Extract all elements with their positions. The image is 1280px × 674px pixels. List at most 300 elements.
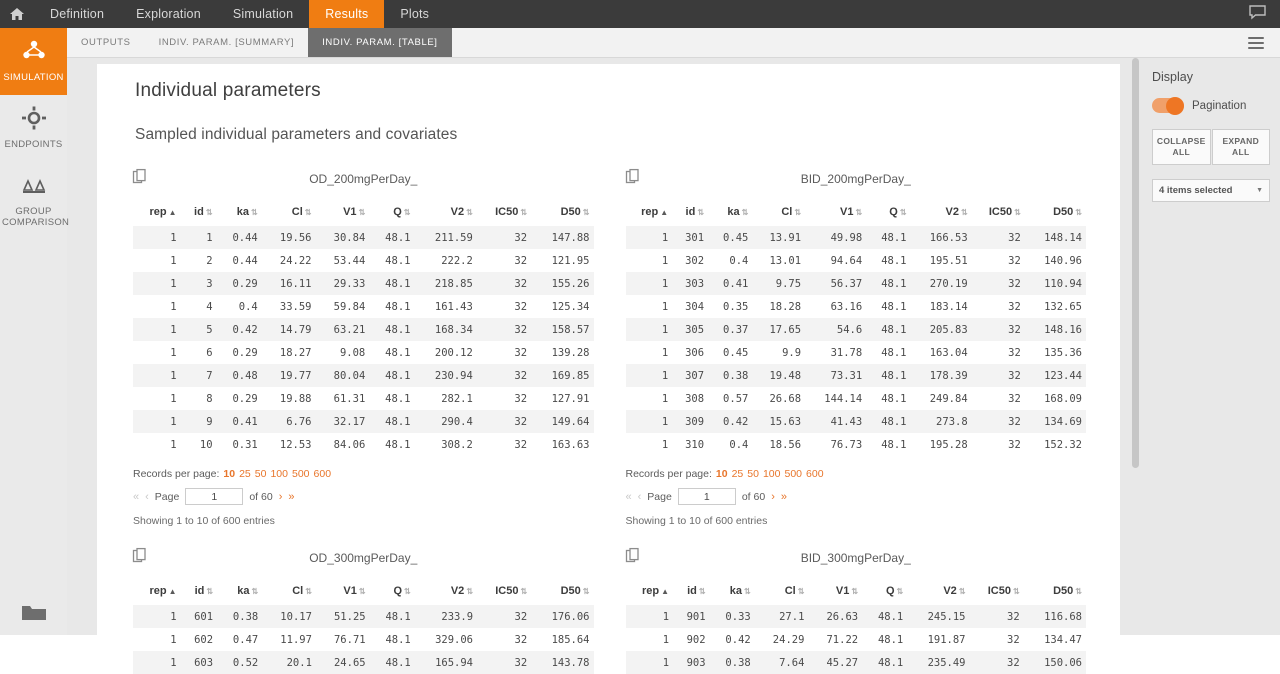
collapse-all-button[interactable]: COLLAPSE ALL [1152, 129, 1211, 165]
table-cell: 222.2 [441, 254, 473, 267]
display-panel-title: Display [1152, 70, 1193, 84]
last-page-button[interactable]: » [780, 490, 787, 503]
col-ic50[interactable]: IC50 ⇅ [987, 585, 1020, 597]
folder-button[interactable] [0, 602, 67, 627]
collapse-expand-buttons [1152, 129, 1270, 165]
table-head [626, 581, 1087, 605]
table-cell: 24.65 [333, 656, 366, 669]
table-cell: 24.22 [279, 254, 312, 267]
table-cell: 32 [514, 633, 528, 646]
sidebar-item-endpoints-label: ENDPOINTS [4, 139, 63, 150]
table-row [626, 318, 1087, 341]
table-cell: 304 [685, 300, 705, 313]
table-cell: 178.39 [929, 369, 968, 382]
table-row [133, 272, 594, 295]
table-cell: 163.04 [929, 346, 968, 359]
table-row [133, 628, 594, 651]
col-v2[interactable]: V2 ⇅ [943, 585, 966, 597]
sidebar-item-endpoints[interactable] [0, 95, 67, 162]
col-rep[interactable]: rep ▲ [641, 585, 670, 597]
table-head [133, 202, 594, 226]
sidebar-item-simulation[interactable] [0, 28, 67, 95]
table-cell: 0.48 [232, 369, 258, 382]
table-cell: 1 [170, 438, 177, 451]
table-cell: 80.04 [333, 369, 366, 382]
col-v1[interactable]: V1 ⇅ [343, 585, 366, 597]
table-cell: 1 [170, 633, 177, 646]
table-cell: 148.14 [1044, 231, 1082, 244]
table-cell: 48.1 [881, 231, 907, 244]
table-cell: 0.38 [725, 656, 751, 669]
items-selected-dropdown[interactable] [1152, 179, 1270, 202]
table-cell: 31.78 [830, 346, 863, 359]
col-id[interactable]: id ⇅ [685, 206, 705, 218]
table-cell: 10.17 [280, 610, 312, 623]
table-cell: 32 [1008, 300, 1021, 313]
table-cell: 48.1 [385, 254, 411, 267]
table-cell: 32 [514, 415, 528, 428]
table-cell: 200.12 [434, 346, 473, 359]
table-cell: 233.9 [441, 610, 474, 623]
table-cell: 32 [1008, 254, 1021, 267]
table-cell: 245.15 [927, 610, 966, 623]
table-cell: 48.1 [877, 610, 904, 623]
table-cell: 3 [206, 277, 213, 290]
table-cell: 235.49 [927, 656, 966, 669]
table-cell: 71.22 [826, 633, 859, 646]
table-row [626, 410, 1087, 433]
table-cell: 0.45 [723, 231, 749, 244]
table-cell: 183.14 [929, 300, 968, 313]
table-header-cells [626, 202, 1087, 226]
table-cell: 59.84 [333, 300, 366, 313]
table-row [626, 341, 1087, 364]
col-id[interactable]: id ⇅ [687, 585, 706, 597]
col-cl[interactable]: Cl ⇅ [291, 206, 312, 218]
table-cell: 1 [170, 300, 177, 313]
page-size-600[interactable]: 600 [313, 468, 332, 480]
col-v2[interactable]: V2 ⇅ [450, 206, 473, 218]
table-cell: 310 [685, 438, 705, 451]
table-cell: 26.68 [769, 392, 802, 405]
table-cell: 290.4 [441, 415, 473, 428]
col-v1[interactable]: V1 ⇅ [840, 206, 863, 218]
table-cell: 0.31 [232, 438, 258, 451]
table-cell: 601 [194, 610, 214, 623]
col-v1[interactable]: V1 ⇅ [835, 585, 859, 597]
table-cell: 48.1 [881, 438, 907, 451]
copy-icon[interactable] [626, 548, 640, 569]
page-input[interactable] [185, 488, 243, 505]
table-cell: 19.77 [279, 369, 312, 382]
table-cell: 32 [1007, 610, 1020, 623]
table-cell: 48.1 [385, 300, 411, 313]
table-cell: 9 [206, 415, 213, 428]
page-title: Individual parameters [135, 80, 321, 101]
next-page-button[interactable]: › [278, 490, 283, 503]
copy-icon[interactable] [133, 169, 147, 190]
subtab-outputs[interactable]: OUTPUTS [81, 37, 131, 48]
table-cell: 32 [514, 346, 528, 359]
top-nav-items [34, 0, 445, 28]
table-cell: 0.42 [725, 633, 751, 646]
col-ic50[interactable]: IC50 ⇅ [988, 206, 1021, 218]
col-rep[interactable]: rep ▲ [149, 585, 177, 597]
table-cell: 307 [685, 369, 705, 382]
table-cell: 13.01 [769, 254, 802, 267]
table-cell: 13.91 [769, 231, 802, 244]
records-per-page: Records per page: 10 25 50 100 500 600 [133, 468, 332, 480]
table-block-bid-300 [626, 545, 1087, 674]
vertical-scrollbar[interactable] [1131, 58, 1140, 635]
col-ka[interactable]: ka ⇅ [236, 206, 258, 218]
table-cell: 48.1 [881, 415, 907, 428]
col-v2[interactable]: V2 ⇅ [945, 206, 968, 218]
table-cell: 15.63 [769, 415, 802, 428]
table-cell: 110.94 [1044, 277, 1082, 290]
table-cell: 45.27 [826, 656, 859, 669]
table-row [626, 628, 1087, 651]
table-cell: 32 [514, 438, 528, 451]
pagination-controls [133, 488, 594, 505]
table-block-bid-200 [626, 166, 1087, 527]
main-area [67, 58, 1280, 669]
table-cell: 1 [661, 231, 669, 244]
table-cell: 0.41 [232, 415, 258, 428]
col-q[interactable]: Q ⇅ [889, 206, 907, 218]
table-cell: 9.75 [775, 277, 802, 290]
table-cell: 0.42 [723, 415, 749, 428]
table-body [133, 605, 594, 674]
chevron-down-icon: ▼ [1256, 187, 1263, 194]
table-cell: 218.85 [434, 277, 473, 290]
copy-icon[interactable] [626, 169, 640, 190]
table-cell: 902 [686, 633, 706, 646]
left-rail [0, 28, 70, 635]
page-input[interactable] [678, 488, 736, 505]
table-cell: 1 [661, 277, 669, 290]
table-cell: 94.64 [830, 254, 863, 267]
table-cell: 32 [1007, 633, 1020, 646]
table-cell: 603 [194, 656, 214, 669]
table-cell: 169.85 [551, 369, 590, 382]
table-cell: 48.1 [877, 633, 904, 646]
page-size-50[interactable]: 50 [747, 468, 759, 480]
col-id[interactable]: id ⇅ [194, 206, 213, 218]
table-cell: 48.1 [881, 277, 907, 290]
table-cell: 1 [170, 323, 177, 336]
table-body [626, 605, 1087, 674]
table-header-row [626, 545, 1087, 571]
col-cl[interactable]: Cl ⇅ [292, 585, 312, 597]
table-cell: 135.36 [1044, 346, 1082, 359]
page-total: of 60 [741, 490, 766, 503]
tab-definition[interactable]: Definition [50, 7, 105, 21]
page-size-25[interactable]: 25 [731, 468, 744, 480]
section-title: Sampled individual parameters and covariates [135, 126, 458, 143]
table-cell: 1 [170, 277, 177, 290]
table-cell: 10 [199, 438, 213, 451]
table-cell: 168.34 [434, 323, 473, 336]
toggle-knob [1166, 97, 1184, 115]
table-cell: 185.64 [551, 633, 590, 646]
table-cell: 134.47 [1044, 633, 1082, 646]
folder-icon [21, 609, 47, 626]
col-cl[interactable]: Cl ⇅ [784, 585, 805, 597]
page-size-600[interactable]: 600 [806, 468, 824, 480]
table-row [133, 295, 594, 318]
first-page-button[interactable]: « [133, 490, 140, 503]
table-cell: 1 [662, 610, 670, 623]
pagination-toggle[interactable] [1152, 98, 1184, 113]
prev-page-button[interactable]: ‹ [637, 490, 642, 503]
col-v1[interactable]: V1 ⇅ [343, 206, 366, 218]
subtab-indiv-param-table[interactable]: INDIV. PARAM. [TABLE] [308, 28, 451, 57]
page-size-50[interactable]: 50 [254, 468, 267, 480]
page-size-500[interactable]: 500 [784, 468, 803, 480]
page-size-100[interactable]: 100 [762, 468, 781, 480]
table-cell: 1 [170, 231, 177, 244]
table-cell: 32 [1008, 231, 1021, 244]
table-cell: 1 [170, 415, 177, 428]
table-cell: 2 [206, 254, 213, 267]
table-cell: 150.06 [1044, 656, 1082, 669]
table-cell: 230.94 [434, 369, 473, 382]
table-cell: 0.52 [232, 656, 259, 669]
first-page-button[interactable]: « [625, 490, 632, 503]
table-caption: BID_300mgPerDay_ [800, 551, 911, 565]
table-cell: 61.31 [333, 392, 366, 405]
table-cell: 7 [206, 369, 213, 382]
sidebar-item-group-comparison[interactable] [0, 162, 70, 240]
table-cell: 63.21 [333, 323, 366, 336]
table-cell: 161.43 [434, 300, 473, 313]
table-cell: 48.1 [385, 415, 411, 428]
subbar-right [1248, 28, 1280, 57]
table-cell: 0.4 [238, 300, 258, 313]
tables-grid [97, 144, 1120, 674]
table-cell: 0.4 [729, 254, 749, 267]
table-header-cells [626, 581, 1087, 605]
table-cell: 249.84 [929, 392, 968, 405]
table-cell: 32 [1008, 369, 1021, 382]
table-header-cells [133, 202, 594, 226]
table-header-cells [133, 581, 594, 605]
table-cell: 0.29 [232, 392, 258, 405]
col-rep[interactable]: rep ▲ [149, 206, 177, 218]
table-cell: 132.65 [1044, 300, 1082, 313]
table-cell: 19.48 [769, 369, 802, 382]
table-cell: 32 [514, 277, 528, 290]
table-cell: 0.4 [729, 438, 749, 451]
table-cell: 32 [514, 656, 528, 669]
table-cell: 127.91 [551, 392, 590, 405]
table-cell: 32 [514, 610, 528, 623]
table-cell: 147.88 [551, 231, 590, 244]
tab-results[interactable]: Results [309, 0, 384, 28]
hamburger-menu-icon[interactable] [1248, 34, 1264, 52]
table-cell: 84.06 [333, 438, 366, 451]
col-d50[interactable]: D50 ⇅ [1053, 206, 1082, 218]
table-cell: 32 [514, 392, 528, 405]
table-cell: 139.28 [551, 346, 590, 359]
table-row [626, 249, 1087, 272]
table-cell: 305 [685, 323, 705, 336]
table-cell: 168.09 [1044, 392, 1082, 405]
table-cell: 76.73 [830, 438, 863, 451]
table-row [626, 364, 1087, 387]
table-cell: 30.84 [333, 231, 366, 244]
table-row [133, 410, 594, 433]
col-d50[interactable]: D50 ⇅ [1053, 585, 1082, 597]
table-cell: 11.97 [280, 633, 312, 646]
table-cell: 0.33 [725, 610, 751, 623]
table-row [133, 387, 594, 410]
table-cell: 123.44 [1044, 369, 1082, 382]
table-cell: 12.53 [279, 438, 312, 451]
table-cell: 1 [661, 254, 669, 267]
page-label: Page [154, 490, 180, 503]
table-cell: 1 [661, 392, 669, 405]
next-page-button[interactable]: › [771, 490, 775, 503]
table-head [626, 202, 1087, 226]
last-page-button[interactable]: » [288, 490, 295, 503]
table-block-od-200 [133, 166, 594, 527]
tab-exploration[interactable]: Exploration [136, 7, 201, 21]
table-cell: 0.38 [723, 369, 749, 382]
table-cell: 903 [686, 656, 706, 669]
col-d50[interactable]: D50 ⇅ [560, 585, 590, 597]
table-cell: 1 [661, 346, 669, 359]
col-id[interactable]: id ⇅ [194, 585, 214, 597]
table-cell: 165.94 [435, 656, 474, 669]
table-cell: 48.1 [385, 392, 411, 405]
table-cell: 1 [662, 656, 670, 669]
table-cell: 302 [685, 254, 705, 267]
table-cell: 20.1 [286, 656, 312, 669]
topbar-right-actions [1249, 0, 1280, 28]
table-cell: 134.69 [1044, 415, 1082, 428]
pagination-toggle-label: Pagination [1192, 99, 1247, 112]
sidebar-item-group-comparison-label: GROUP COMPARISON [2, 206, 70, 228]
table-cell: 205.83 [929, 323, 968, 336]
home-icon [9, 7, 25, 21]
table-cell: 1 [206, 231, 213, 244]
table-cell: 303 [685, 277, 705, 290]
table-cell: 48.1 [881, 300, 907, 313]
table-cell: 6.76 [286, 415, 312, 428]
page-size-500[interactable]: 500 [291, 468, 310, 480]
table-cell: 191.87 [927, 633, 966, 646]
table-cell: 48.1 [385, 277, 411, 290]
table-cell: 0.57 [723, 392, 749, 405]
expand-all-button[interactable]: EXPAND ALL [1212, 129, 1271, 165]
prev-page-button[interactable]: ‹ [145, 490, 149, 503]
page-size-10[interactable]: 10 [715, 468, 728, 480]
table-cell: 51.25 [333, 610, 366, 623]
table-cell: 41.43 [830, 415, 863, 428]
table-row [626, 226, 1087, 249]
table-cell: 0.44 [232, 254, 258, 267]
table-cell: 1 [661, 369, 669, 382]
table-cell: 309 [685, 415, 705, 428]
table-cell: 48.1 [881, 323, 907, 336]
table-cell: 32 [514, 300, 528, 313]
table-cell: 0.44 [232, 231, 258, 244]
table-cell: 329.06 [435, 633, 474, 646]
col-ka[interactable]: ka ⇅ [727, 206, 749, 218]
table-cell: 148.16 [1044, 323, 1082, 336]
home-button[interactable] [0, 0, 34, 28]
table-cell: 125.34 [551, 300, 590, 313]
table-cell: 26.63 [826, 610, 859, 623]
table-cell: 1 [170, 369, 177, 382]
col-ka[interactable]: ka ⇅ [729, 585, 751, 597]
col-ka[interactable]: ka ⇅ [237, 585, 259, 597]
tab-simulation[interactable]: Simulation [232, 7, 294, 21]
page-size-100[interactable]: 100 [270, 468, 288, 480]
table-cell: 48.1 [385, 610, 411, 623]
tab-plots[interactable]: Plots [400, 7, 430, 21]
table-cell: 144.14 [824, 392, 863, 405]
table-cell: 32 [1008, 438, 1021, 451]
table-cell: 73.31 [830, 369, 863, 382]
table-cell: 158.57 [551, 323, 590, 336]
table-cell: 32 [1007, 656, 1020, 669]
sidebar-item-simulation-label: SIMULATION [3, 72, 64, 83]
table-cell: 308 [685, 392, 705, 405]
chat-bubble-icon[interactable] [1249, 5, 1266, 24]
scrollbar-thumb[interactable] [1132, 58, 1139, 468]
data-table [133, 581, 594, 674]
table-row [133, 433, 594, 456]
page-size-10[interactable]: 10 [223, 468, 236, 480]
col-q[interactable]: Q ⇅ [885, 585, 904, 597]
table-row [626, 387, 1087, 410]
table-cell: 282.1 [441, 392, 473, 405]
col-cl[interactable]: Cl ⇅ [781, 206, 802, 218]
table-cell: 301 [685, 231, 705, 244]
col-ic50[interactable]: IC50 ⇅ [495, 206, 528, 218]
col-d50[interactable]: D50 ⇅ [560, 206, 590, 218]
col-v2[interactable]: V2 ⇅ [450, 585, 474, 597]
pagination-toggle-row [1152, 98, 1270, 113]
col-q[interactable]: Q ⇅ [393, 585, 411, 597]
page-label: Page [647, 490, 672, 503]
col-q[interactable]: Q ⇅ [393, 206, 411, 218]
table-cell: 48.1 [385, 438, 411, 451]
page-size-25[interactable]: 25 [239, 468, 251, 480]
copy-icon[interactable] [133, 548, 147, 569]
table-cell: 149.64 [551, 415, 590, 428]
table-cell: 155.26 [551, 277, 590, 290]
table-cell: 32.17 [333, 415, 366, 428]
table-cell: 48.1 [385, 656, 411, 669]
table-body [626, 226, 1087, 456]
col-ic50[interactable]: IC50 ⇅ [495, 585, 528, 597]
table-cell: 32 [514, 254, 528, 267]
table-cell: 32 [1008, 392, 1021, 405]
table-cell: 166.53 [929, 231, 968, 244]
col-rep[interactable]: rep ▲ [641, 206, 669, 218]
table-row [133, 226, 594, 249]
table-row [626, 651, 1087, 674]
table-row [626, 605, 1087, 628]
table-cell: 1 [170, 254, 177, 267]
table-cell: 32 [1008, 277, 1021, 290]
table-cell: 19.88 [279, 392, 312, 405]
subtab-indiv-param-summary[interactable]: INDIV. PARAM. [SUMMARY] [158, 37, 295, 48]
